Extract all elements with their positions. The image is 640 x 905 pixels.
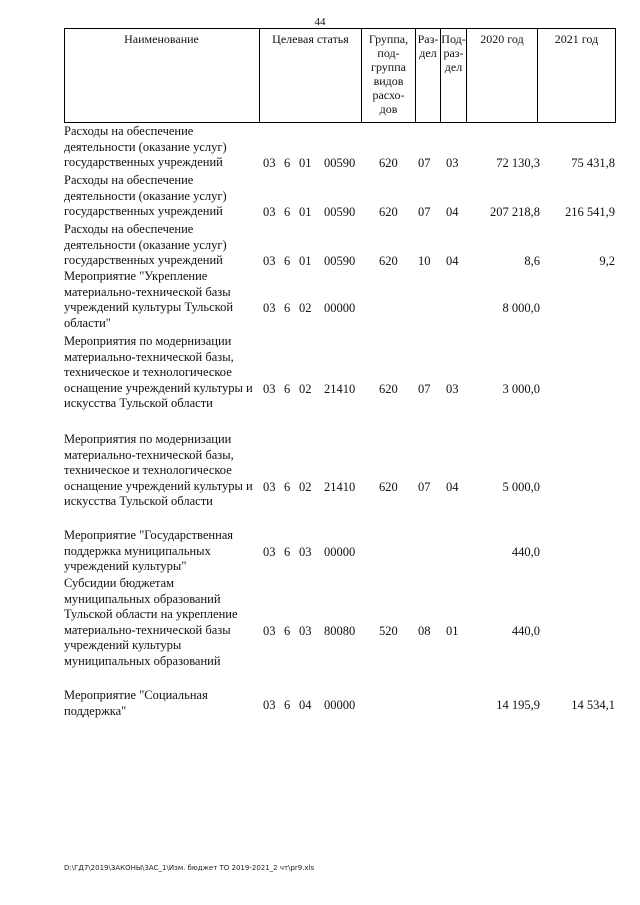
header-target: Целевая статья bbox=[272, 32, 349, 46]
row-1-pr: 03 bbox=[446, 156, 459, 170]
row-5-grp: 620 bbox=[379, 382, 398, 396]
row-9-c1: 03 bbox=[263, 698, 276, 712]
row-1-c3: 01 bbox=[299, 156, 312, 170]
row-5-c2: 6 bbox=[284, 382, 291, 396]
row-9-c3: 04 bbox=[299, 698, 312, 712]
row-3-v2021: 9,2 bbox=[599, 254, 615, 268]
row-6-name: Мероприятия по модернизации материально-технической базы, техническое и технологическое оснащение учреждений культуры и искусства Тульской области bbox=[64, 432, 253, 509]
row-2-c2: 6 bbox=[284, 205, 291, 219]
row-6-pr: 04 bbox=[446, 480, 459, 494]
row-8-c2: 6 bbox=[284, 624, 291, 638]
row-8-c4: 80080 bbox=[324, 624, 356, 638]
row-8-grp: 520 bbox=[379, 624, 398, 638]
row-4-name: Мероприятие "Укрепление материально-технической базы учреждений культуры Тульской области" bbox=[64, 269, 234, 330]
header-podrazdel: Под- раз- дел bbox=[441, 32, 466, 74]
row-8-c1: 03 bbox=[263, 624, 276, 638]
header-razdel: Раз- дел bbox=[417, 32, 439, 60]
row-8-pr: 01 bbox=[446, 624, 459, 638]
row-2-pr: 04 bbox=[446, 205, 459, 219]
row-7-c3: 03 bbox=[299, 545, 312, 559]
row-3-grp: 620 bbox=[379, 254, 398, 268]
row-2-grp: 620 bbox=[379, 205, 398, 219]
row-4-v2020: 8 000,0 bbox=[502, 301, 540, 315]
row-9-name: Мероприятие "Социальная поддержка" bbox=[64, 688, 208, 718]
row-2-c4: 00590 bbox=[324, 205, 356, 219]
row-5-c4: 21410 bbox=[324, 382, 356, 396]
row-5-v2020: 3 000,0 bbox=[502, 382, 540, 396]
row-8-name: Субсидии бюджетам муниципальных образований Тульской области на укрепление материально-технической базы учреждений культуры муниципальных образований bbox=[64, 576, 238, 668]
row-5-rz: 07 bbox=[418, 382, 431, 396]
row-3-c1: 03 bbox=[263, 254, 276, 268]
row-5-name: Мероприятия по модернизации материально-технической базы, техническое и технологическое оснащение учреждений культуры и искусства Тульской области bbox=[64, 334, 253, 411]
header-name: Наименование bbox=[124, 32, 199, 46]
row-5-c3: 02 bbox=[299, 382, 312, 396]
row-1-c4: 00590 bbox=[324, 156, 356, 170]
row-2-v2020: 207 218,8 bbox=[490, 205, 540, 219]
row-1-c2: 6 bbox=[284, 156, 291, 170]
row-2-v2021: 216 541,9 bbox=[565, 205, 615, 219]
row-7-c1: 03 bbox=[263, 545, 276, 559]
row-3-c2: 6 bbox=[284, 254, 291, 268]
row-6-c1: 03 bbox=[263, 480, 276, 494]
row-2-c3: 01 bbox=[299, 205, 312, 219]
row-3-pr: 04 bbox=[446, 254, 459, 268]
header-2020: 2020 год bbox=[480, 32, 524, 46]
row-3-name: Расходы на обеспечение деятельности (оказание услуг) государственных учреждений bbox=[64, 222, 227, 268]
row-2-name: Расходы на обеспечение деятельности (оказание услуг) государственных учреждений bbox=[64, 173, 227, 219]
row-3-rz: 10 bbox=[418, 254, 431, 268]
row-4-c3: 02 bbox=[299, 301, 312, 315]
row-1-grp: 620 bbox=[379, 156, 398, 170]
row-1-v2021: 75 431,8 bbox=[571, 156, 615, 170]
row-4-c2: 6 bbox=[284, 301, 291, 315]
row-1-c1: 03 bbox=[263, 156, 276, 170]
row-4-c1: 03 bbox=[263, 301, 276, 315]
row-6-c2: 6 bbox=[284, 480, 291, 494]
row-5-c1: 03 bbox=[263, 382, 276, 396]
row-3-v2020: 8,6 bbox=[524, 254, 540, 268]
table-header bbox=[64, 28, 616, 122]
row-2-c1: 03 bbox=[263, 205, 276, 219]
row-8-v2020: 440,0 bbox=[511, 624, 540, 638]
row-6-grp: 620 bbox=[379, 480, 398, 494]
row-6-v2020: 5 000,0 bbox=[502, 480, 540, 494]
row-7-v2020: 440,0 bbox=[511, 545, 540, 559]
row-1-rz: 07 bbox=[418, 156, 431, 170]
row-7-c2: 6 bbox=[284, 545, 291, 559]
row-6-c4: 21410 bbox=[324, 480, 356, 494]
header-2021: 2021 год bbox=[554, 32, 599, 46]
row-7-name: Мероприятие "Государственная поддержка муниципальных учреждений культуры" bbox=[64, 528, 234, 574]
row-1-name: Расходы на обеспечение деятельности (оказание услуг) государственных учреждений bbox=[64, 124, 227, 170]
row-3-c3: 01 bbox=[299, 254, 312, 268]
row-8-c3: 03 bbox=[299, 624, 312, 638]
row-7-c4: 00000 bbox=[324, 545, 356, 559]
row-2-rz: 07 bbox=[418, 205, 431, 219]
page-number: 44 bbox=[314, 16, 326, 28]
row-5-pr: 03 bbox=[446, 382, 459, 396]
file-path-footer: D:\ГД7\2019\ЗАКОНЫ\ЗАС_1\Изм. бюджет ТО 2019-2021_2 чт\pr9.xls bbox=[64, 864, 315, 872]
row-6-rz: 07 bbox=[418, 480, 431, 494]
row-8-rz: 08 bbox=[418, 624, 431, 638]
header-group: Группа, под- группа видов расхо- дов bbox=[368, 32, 409, 116]
row-6-c3: 02 bbox=[299, 480, 312, 494]
row-9-v2021: 14 534,1 bbox=[571, 698, 615, 712]
row-1-v2020: 72 130,3 bbox=[496, 156, 540, 170]
row-9-v2020: 14 195,9 bbox=[496, 698, 540, 712]
row-9-c2: 6 bbox=[284, 698, 291, 712]
row-3-c4: 00590 bbox=[324, 254, 356, 268]
row-4-c4: 00000 bbox=[324, 301, 356, 315]
row-9-c4: 00000 bbox=[324, 698, 356, 712]
